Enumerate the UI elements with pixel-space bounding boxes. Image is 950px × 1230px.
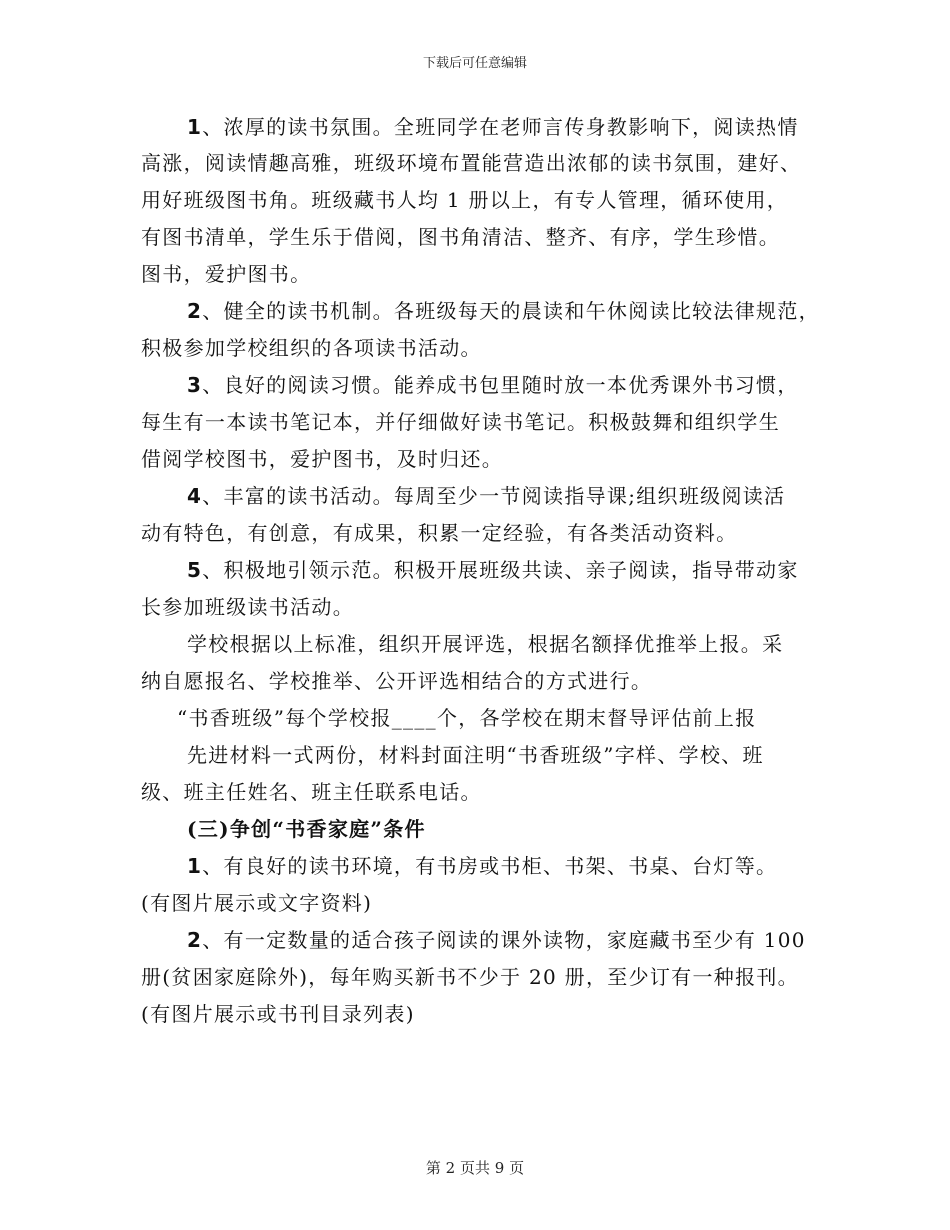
paragraph-line: 级、班主任姓名、班主任联系电话。 bbox=[141, 780, 482, 804]
paragraph-line: 1、有良好的读书环境，有书房或书柜、书架、书桌、台灯等。 bbox=[187, 854, 778, 878]
page-header: 下载后可任意编辑 bbox=[422, 56, 527, 71]
paragraph-line: 1、浓厚的读书氛围。全班同学在老师言传身教影响下，阅读热情 bbox=[187, 115, 799, 139]
paragraph-line: 高涨，阅读情趣高雅，班级环境布置能营造出浓郁的读书氛围，建好、 bbox=[141, 151, 802, 175]
item-number: 1 bbox=[187, 115, 203, 139]
paragraph-line: 学校根据以上标准，组织开展评选，根据名额择优推举上报。采 bbox=[187, 632, 784, 656]
paragraph-line: 5、积极地引领示范。积极开展班级共读、亲子阅读，指导带动家 bbox=[187, 558, 799, 582]
paragraph-line: 长参加班级读书活动。 bbox=[141, 595, 354, 619]
paragraph-line: 纳自愿报名、学校推举、公开评选相结合的方式进行。 bbox=[141, 669, 653, 693]
paragraph-line: 先进材料一式两份，材料封面注明“书香班级”字样、学校、班 bbox=[187, 743, 764, 767]
item-number: 4 bbox=[187, 484, 203, 508]
paragraph-line: 动有特色，有创意，有成果，积累一定经验，有各类活动资料。 bbox=[141, 521, 738, 545]
paragraph-line: 2、健全的读书机制。各班级每天的晨读和午休阅读比较法律规范， bbox=[187, 299, 820, 323]
paragraph-line: 册(贫困家庭除外)，每年购买新书不少于 20 册，至少订有一种报刊。 bbox=[141, 965, 799, 989]
paragraph-line: 积极参加学校组织的各项读书活动。 bbox=[141, 336, 482, 360]
paragraph-line: 4、丰富的读书活动。每周至少一节阅读指导课;组织班级阅读活 bbox=[187, 484, 786, 508]
item-number: 2 bbox=[187, 299, 203, 323]
paragraph-line: 2、有一定数量的适合孩子阅读的课外读物，家庭藏书至少有 100 bbox=[187, 928, 806, 952]
paragraph-line: “书香班级”每个学校报____个，各学校在期末督导评估前上报 bbox=[177, 706, 757, 730]
paragraph-line: (有图片展示或书刊目录列表) bbox=[141, 1002, 415, 1026]
paragraph-line: 有图书清单，学生乐于借阅，图书角清洁、整齐、有序，学生珍惜。 bbox=[141, 225, 780, 249]
item-number: 1 bbox=[187, 854, 203, 878]
item-number: 3 bbox=[187, 373, 203, 397]
paragraph-line: 用好班级图书角。班级藏书人均 1 册以上，有专人管理，循环使用， bbox=[141, 188, 789, 212]
paragraph-line: 每生有一本读书笔记本，并仔细做好读书笔记。积极鼓舞和组织学生 bbox=[141, 410, 780, 434]
paragraph-line: 3、良好的阅读习惯。能养成书包里随时放一本优秀课外书习惯， bbox=[187, 373, 799, 397]
paragraph-line: (有图片展示或文字资料) bbox=[141, 891, 373, 915]
item-number: 2 bbox=[187, 928, 203, 952]
paragraph-line: 借阅学校图书，爱护图书，及时归还。 bbox=[141, 447, 504, 471]
page-footer: 第 2 页共 9 页 bbox=[425, 1159, 525, 1177]
paragraph-line: 图书，爱护图书。 bbox=[141, 262, 312, 286]
section-heading: (三)争创“书香家庭”条件 bbox=[187, 817, 426, 841]
item-number: 5 bbox=[187, 558, 203, 582]
